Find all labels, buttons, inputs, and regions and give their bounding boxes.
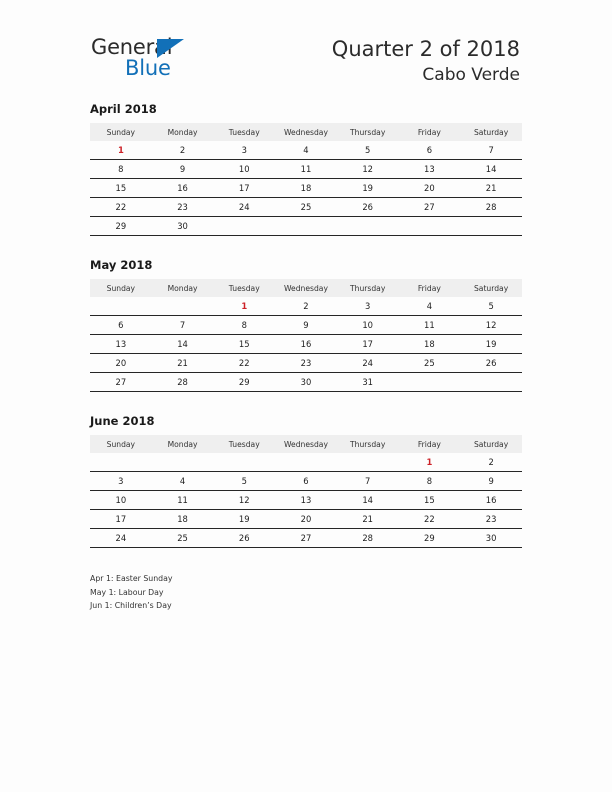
calendar-day-empty	[213, 217, 275, 236]
weekday-header-monday: Monday	[152, 123, 214, 141]
calendar-table	[90, 435, 522, 548]
calendar-week-row	[90, 160, 522, 179]
calendar-day[interactable]: 3	[337, 297, 399, 316]
calendar-day[interactable]: 16	[275, 335, 337, 354]
calendar-day[interactable]: 15	[399, 491, 461, 510]
calendar-day[interactable]: 8	[90, 160, 152, 179]
calendar-day[interactable]: 24	[337, 354, 399, 373]
logo-text-general: General	[91, 35, 173, 59]
calendar-day[interactable]: 12	[460, 316, 522, 335]
calendar-day[interactable]: 28	[460, 198, 522, 217]
weekday-header-wednesday: Wednesday	[275, 123, 337, 141]
calendar-day-empty	[399, 373, 461, 392]
weekday-header-saturday: Saturday	[460, 435, 522, 453]
weekday-header-thursday: Thursday	[337, 435, 399, 453]
calendar-day[interactable]: 7	[460, 141, 522, 160]
month-title: April 2018	[90, 102, 157, 116]
calendar-day[interactable]: 5	[337, 141, 399, 160]
calendar-day-holiday[interactable]: 1	[399, 453, 461, 472]
calendar-day-empty	[337, 217, 399, 236]
calendar-day[interactable]: 19	[460, 335, 522, 354]
calendar-day[interactable]: 10	[90, 491, 152, 510]
calendar-day[interactable]: 20	[275, 510, 337, 529]
calendar-day[interactable]: 22	[399, 510, 461, 529]
calendar-day[interactable]: 8	[213, 316, 275, 335]
calendar-day[interactable]: 21	[460, 179, 522, 198]
weekday-header-saturday: Saturday	[460, 279, 522, 297]
calendar-day[interactable]: 29	[90, 217, 152, 236]
calendar-day[interactable]: 17	[90, 510, 152, 529]
calendar-day[interactable]: 5	[213, 472, 275, 491]
calendar-day-empty	[275, 453, 337, 472]
holiday-notes	[90, 572, 390, 613]
calendar-day[interactable]: 9	[460, 472, 522, 491]
calendar-day-empty	[275, 217, 337, 236]
calendar-day[interactable]: 30	[275, 373, 337, 392]
calendar-day-empty	[152, 297, 214, 316]
calendar-day[interactable]: 11	[152, 491, 214, 510]
calendar-week-row	[90, 453, 522, 472]
calendar-day[interactable]: 18	[152, 510, 214, 529]
calendar-day[interactable]: 21	[152, 354, 214, 373]
calendar-day[interactable]: 30	[460, 529, 522, 548]
calendar-day[interactable]: 14	[460, 160, 522, 179]
calendar-day-empty	[460, 217, 522, 236]
calendar-day[interactable]: 16	[460, 491, 522, 510]
calendar-day[interactable]: 6	[399, 141, 461, 160]
weekday-header-monday: Monday	[152, 279, 214, 297]
calendar-day[interactable]: 7	[337, 472, 399, 491]
calendar-day[interactable]: 11	[275, 160, 337, 179]
holiday-note: Apr 1: Easter Sunday	[90, 574, 173, 583]
month-title: June 2018	[90, 414, 155, 428]
calendar-day[interactable]: 14	[152, 335, 214, 354]
calendar-day[interactable]: 5	[460, 297, 522, 316]
calendar-week-row	[90, 297, 522, 316]
calendar-day[interactable]: 22	[213, 354, 275, 373]
calendar-day[interactable]: 27	[90, 373, 152, 392]
weekday-header-wednesday: Wednesday	[275, 279, 337, 297]
calendar-day[interactable]: 13	[399, 160, 461, 179]
calendar-day-empty	[90, 297, 152, 316]
page-subtitle-country: Cabo Verde	[422, 65, 520, 85]
calendar-day[interactable]: 23	[460, 510, 522, 529]
title-block	[332, 36, 520, 86]
calendar-day-empty	[337, 453, 399, 472]
calendar-table	[90, 123, 522, 236]
calendar-day[interactable]: 4	[152, 472, 214, 491]
calendar-day[interactable]: 28	[152, 373, 214, 392]
calendar-week-row	[90, 472, 522, 491]
holiday-note: Jun 1: Children’s Day	[90, 601, 172, 610]
calendar-day[interactable]: 28	[337, 529, 399, 548]
calendar-day[interactable]: 3	[213, 141, 275, 160]
calendar-day-empty	[152, 453, 214, 472]
calendar-day[interactable]: 8	[399, 472, 461, 491]
calendar-day[interactable]: 30	[152, 217, 214, 236]
calendar-day[interactable]: 29	[213, 373, 275, 392]
holiday-note: May 1: Labour Day	[90, 587, 164, 597]
weekday-header-monday: Monday	[152, 435, 214, 453]
calendar-day[interactable]: 26	[213, 529, 275, 548]
calendar-day[interactable]: 27	[399, 198, 461, 217]
calendar-day[interactable]: 15	[90, 179, 152, 198]
calendar-week-row	[90, 335, 522, 354]
calendar-week-row	[90, 198, 522, 217]
calendar-day[interactable]: 20	[90, 354, 152, 373]
page-title: Quarter 2 of 2018	[331, 37, 520, 61]
calendar-day[interactable]: 26	[460, 354, 522, 373]
weekday-header-row	[90, 279, 522, 297]
calendar-day[interactable]: 16	[152, 179, 214, 198]
calendar-day[interactable]: 10	[213, 160, 275, 179]
weekday-header-friday: Friday	[399, 435, 461, 453]
calendar-day[interactable]: 24	[90, 529, 152, 548]
calendar-week-row	[90, 141, 522, 160]
calendar-day[interactable]: 23	[152, 198, 214, 217]
calendar-table	[90, 279, 522, 392]
calendar-day[interactable]: 17	[337, 335, 399, 354]
calendar-week-row	[90, 354, 522, 373]
weekday-header-friday: Friday	[399, 123, 461, 141]
calendar-day[interactable]: 9	[275, 316, 337, 335]
calendar-day[interactable]: 23	[275, 354, 337, 373]
calendar-day[interactable]: 31	[337, 373, 399, 392]
calendar-day-empty	[90, 453, 152, 472]
month-title: May 2018	[90, 258, 153, 272]
quarter-calendars	[90, 102, 522, 570]
month-block	[90, 258, 522, 392]
weekday-header-friday: Friday	[399, 279, 461, 297]
calendar-day[interactable]: 25	[275, 198, 337, 217]
calendar-day-empty	[460, 373, 522, 392]
calendar-day[interactable]: 25	[399, 354, 461, 373]
calendar-week-row	[90, 217, 522, 236]
calendar-week-row	[90, 491, 522, 510]
calendar-day-holiday[interactable]: 1	[213, 297, 275, 316]
calendar-week-row	[90, 179, 522, 198]
weekday-header-wednesday: Wednesday	[275, 435, 337, 453]
calendar-day[interactable]: 12	[213, 491, 275, 510]
calendar-day[interactable]: 6	[275, 472, 337, 491]
calendar-day[interactable]: 26	[337, 198, 399, 217]
calendar-day[interactable]: 10	[337, 316, 399, 335]
weekday-header-thursday: Thursday	[337, 123, 399, 141]
calendar-day[interactable]: 7	[152, 316, 214, 335]
calendar-day-empty	[399, 217, 461, 236]
calendar-day[interactable]: 11	[399, 316, 461, 335]
calendar-day[interactable]: 14	[337, 491, 399, 510]
calendar-day-empty	[213, 453, 275, 472]
calendar-week-row	[90, 510, 522, 529]
calendar-day[interactable]: 13	[90, 335, 152, 354]
logo-text-blue: Blue	[125, 56, 171, 80]
weekday-header-saturday: Saturday	[460, 123, 522, 141]
calendar-day[interactable]: 20	[399, 179, 461, 198]
calendar-day[interactable]: 17	[213, 179, 275, 198]
calendar-week-row	[90, 373, 522, 392]
calendar-day[interactable]: 9	[152, 160, 214, 179]
general-blue-logo[interactable]	[91, 36, 291, 82]
calendar-day[interactable]: 24	[213, 198, 275, 217]
calendar-day[interactable]: 2	[275, 297, 337, 316]
weekday-header-tuesday: Tuesday	[213, 435, 275, 453]
calendar-day[interactable]: 4	[275, 141, 337, 160]
calendar-day[interactable]: 2	[460, 453, 522, 472]
weekday-header-tuesday: Tuesday	[213, 123, 275, 141]
calendar-day[interactable]: 18	[275, 179, 337, 198]
weekday-header-tuesday: Tuesday	[213, 279, 275, 297]
month-block	[90, 102, 522, 236]
weekday-header-sunday: Sunday	[90, 123, 152, 141]
calendar-day-holiday[interactable]: 1	[90, 141, 152, 160]
calendar-week-row	[90, 529, 522, 548]
calendar-day[interactable]: 3	[90, 472, 152, 491]
calendar-day[interactable]: 15	[213, 335, 275, 354]
calendar-day[interactable]: 19	[337, 179, 399, 198]
calendar-week-row	[90, 316, 522, 335]
weekday-header-row	[90, 123, 522, 141]
calendar-day[interactable]: 6	[90, 316, 152, 335]
weekday-header-thursday: Thursday	[337, 279, 399, 297]
calendar-day[interactable]: 18	[399, 335, 461, 354]
calendar-day[interactable]: 29	[399, 529, 461, 548]
calendar-day[interactable]: 25	[152, 529, 214, 548]
month-block	[90, 414, 522, 548]
calendar-day[interactable]: 19	[213, 510, 275, 529]
calendar-day[interactable]: 12	[337, 160, 399, 179]
weekday-header-row	[90, 435, 522, 453]
weekday-header-sunday: Sunday	[90, 279, 152, 297]
weekday-header-sunday: Sunday	[90, 435, 152, 453]
calendar-day[interactable]: 22	[90, 198, 152, 217]
calendar-day[interactable]: 2	[152, 141, 214, 160]
page-header	[0, 0, 612, 96]
calendar-day[interactable]: 4	[399, 297, 461, 316]
calendar-day[interactable]: 27	[275, 529, 337, 548]
calendar-day[interactable]: 21	[337, 510, 399, 529]
calendar-day[interactable]: 13	[275, 491, 337, 510]
